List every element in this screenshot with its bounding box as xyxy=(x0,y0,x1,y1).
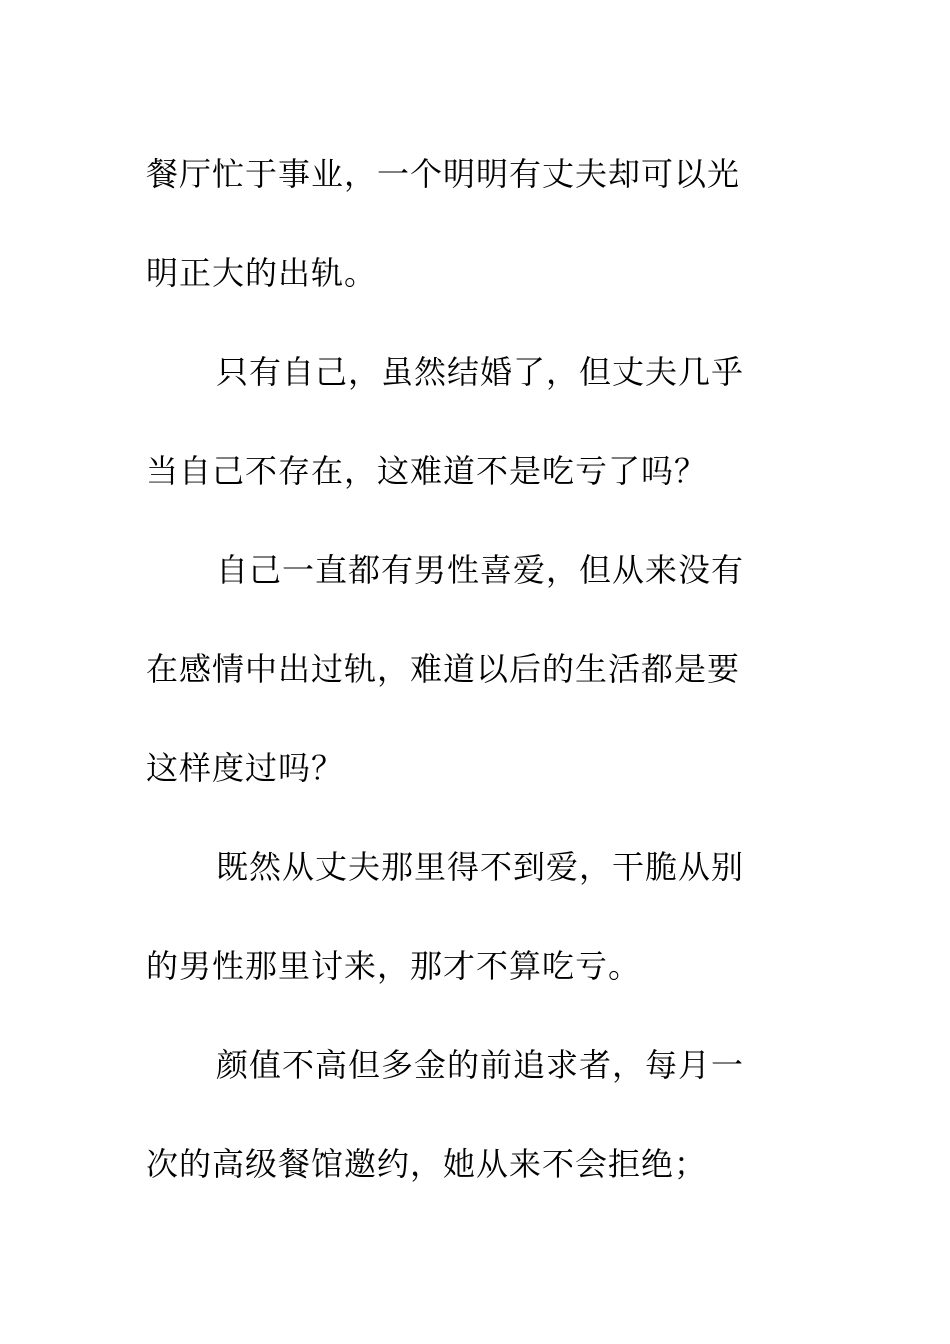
text-line: 只有自己，虽然结婚了，但丈夫几乎 xyxy=(216,353,745,391)
text-line: 的男性那里讨来，那才不算吃亏。 xyxy=(146,947,642,985)
text-line: 次的高级餐馆邀约，她从来不会拒绝； xyxy=(146,1145,708,1183)
text-line: 自己一直都有男性喜爱，但从来没有 xyxy=(216,551,745,589)
text-line: 当自己不存在，这难道不是吃亏了吗？ xyxy=(146,452,708,490)
text-line: 在感情中出过轨，难道以后的生活都是要 xyxy=(146,650,741,688)
text-line: 明正大的出轨。 xyxy=(146,254,378,292)
text-line: 既然从丈夫那里得不到爱，干脆从别 xyxy=(216,848,745,886)
text-line: 餐厅忙于事业，一个明明有丈夫却可以光 xyxy=(146,155,741,193)
text-line: 颜值不高但多金的前追求者，每月一 xyxy=(216,1046,745,1084)
body-text xyxy=(146,125,786,1214)
text-line: 这样度过吗？ xyxy=(146,749,345,787)
